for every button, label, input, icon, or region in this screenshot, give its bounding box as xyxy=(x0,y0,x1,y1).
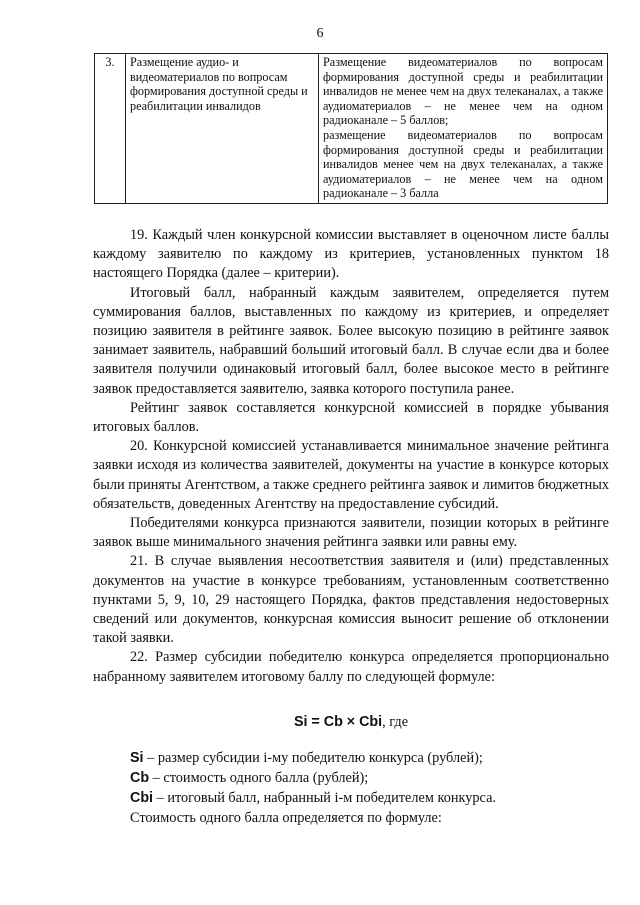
paragraph: 21. В случае выявления несоответствия заявителя и (или) представленных документов на участие в конкурсе требованиям, установленным соответственно пунктами 5, 9, 10, 29 настоящего Порядка, фактов представления недостоверных сведений или документов, конкурсная комиссия выносит решение об отклонении такой заявки. xyxy=(93,553,609,647)
table-row xyxy=(95,54,608,204)
body-text xyxy=(93,226,609,687)
closing-line: Стоимость одного балла определяется по формуле: xyxy=(130,810,442,826)
score-cell xyxy=(319,54,608,204)
paragraph: 22. Размер субсидии победителю конкурса определяется пропорционально набранному заявителем итоговому баллу по следующей формуле: xyxy=(93,649,609,685)
legend-symbol: Si xyxy=(130,750,144,766)
formula-suffix: , где xyxy=(382,714,409,730)
criterion-cell: Размещение аудио- и видеоматериалов по вопросам формирования доступной среды и реабилитации инвалидов xyxy=(126,54,319,204)
formula-legend xyxy=(93,748,609,828)
score-option-3: размещение видеоматериалов по вопросам формирования доступной среды и реабилитации инвалидов менее чем на двух телеканалах, а также аудиоматериалов – не менее чем на одном радиоканале – 3 балла xyxy=(323,127,603,201)
formula-expression: Si = Cb × Cbi xyxy=(293,714,383,730)
paragraph: Рейтинг заявок составляется конкурсной комиссией в порядке убывания итоговых баллов. xyxy=(93,399,609,436)
paragraph: Итоговый балл, набранный каждым заявителем, определяется путем суммирования баллов, выставленных по каждому из критериев, и определяет позицию заявителя в рейтинге заявок. Более высокую позицию в рейтинге заявок занимает заявитель, набравший больший итоговый балл. В случае если два и более заявителя получили одинаковый итоговый балл, более высокое место в рейтинге заявок предоставляется заявителю, заявка которого поступила ранее. xyxy=(93,284,609,397)
legend-symbol: Cb xyxy=(130,770,150,786)
paragraph: 19. Каждый член конкурсной комиссии выставляет в оценочном листе баллы каждому заявителю по каждому из критериев, установленных пунктом 18 настоящего Порядка (далее – критерии). xyxy=(93,227,609,282)
legend-text: – итоговый балл, набранный i-м победителем конкурса. xyxy=(153,790,497,806)
legend-symbol: Cbi xyxy=(130,790,154,806)
legend-text: – стоимость одного балла (рублей); xyxy=(149,770,369,786)
score-option-5: Размещение видеоматериалов по вопросам формирования доступной среды и реабилитации инвалидов не менее чем на двух телеканалах, а также аудиоматериалов – не менее чем на одном радиоканале – 5 баллов; xyxy=(323,55,603,128)
legend-item xyxy=(93,748,609,768)
legend-item xyxy=(93,788,609,808)
subsidy-formula xyxy=(93,714,609,731)
paragraph: Победителями конкурса признаются заявители, позиции которых в рейтинге заявок выше минимального значения рейтинга заявки или равны ему. xyxy=(93,515,609,551)
row-number: 3. xyxy=(95,54,126,204)
paragraph: 20. Конкурсной комиссией устанавливается минимальное значение рейтинга заявки исходя из количества заявителей, документы на участие в конкурсе которых были приняты Агентством, а также среднего рейтинга заявок и лимитов бюджетных обязательств, доведенных Агентству на предоставление субсидий. xyxy=(93,438,609,512)
criteria-table xyxy=(94,53,608,204)
page-number: 6 xyxy=(316,26,324,41)
legend-text: – размер субсидии i-му победителю конкурса (рублей); xyxy=(143,750,483,766)
legend-item xyxy=(93,768,609,788)
